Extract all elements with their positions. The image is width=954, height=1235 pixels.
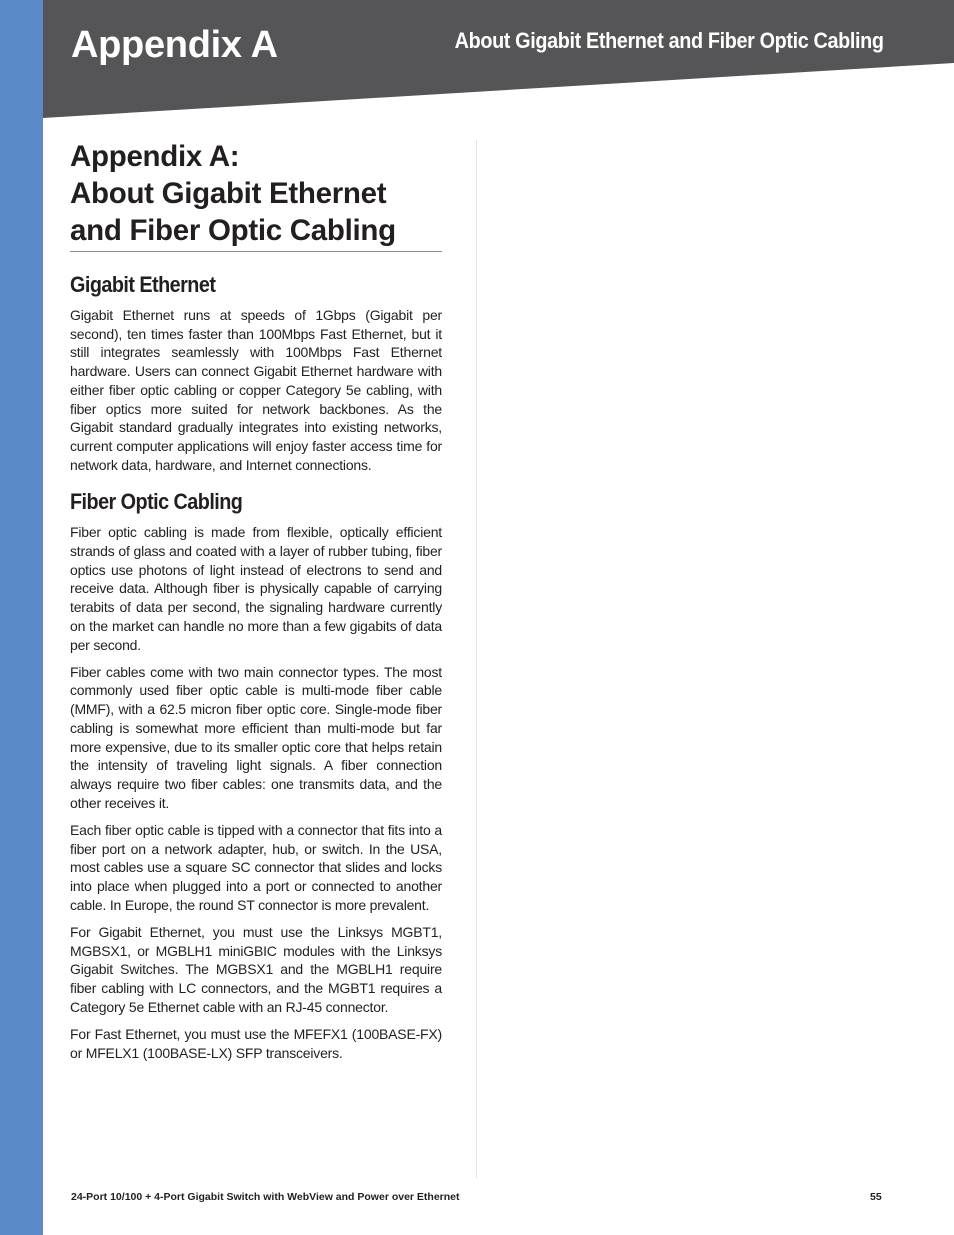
section-label: Appendix A — [71, 24, 278, 66]
paragraph: Fiber cables come with two main connector types. The most commonly used fiber optic cable is multi-mode fiber cable (MMF), with a 62.5 micron fiber optic core. Single-mode fiber cabling is somewhat more efficient than multi-mode but far more expensive, due to its smaller optic core that helps retain the intensity of traveling light signals. A fiber connection always require two fiber cables: one transmits data, and the other receives it. — [70, 663, 442, 811]
page-title-line: About Gigabit Ethernet — [70, 177, 387, 210]
section-heading-fiber-optic-cabling: Fiber Optic Cabling — [70, 489, 243, 515]
page-number: 55 — [870, 1191, 882, 1203]
footer-product-name: 24-Port 10/100 + 4-Port Gigabit Switch with WebView and Power over Ethernet — [71, 1191, 460, 1203]
page-title — [70, 138, 442, 252]
page-title-line: Appendix A: — [70, 140, 240, 173]
article — [70, 138, 442, 1071]
page-title-line: and Fiber Optic Cabling — [70, 214, 396, 247]
paragraph: Gigabit Ethernet runs at speeds of 1Gbps (Gigabit per second), ten times faster than 100Mbps Fast Ethernet, but it still integrates seamlessly with 100Mbps Fast Ethernet hardware. Users can connect Gigabit Ethernet hardware with either fiber optic cabling or copper Category 5e cabling, with fiber optics more suited for network backbones. As the Gigabit standard gradually integrates into existing networks, current computer applications will enjoy faster access time for network data, hardware, and Internet connections. — [70, 307, 442, 473]
section-heading-gigabit-ethernet: Gigabit Ethernet — [70, 272, 216, 297]
column-divider — [476, 140, 477, 1178]
left-accent-bar — [0, 0, 43, 1235]
running-title: About Gigabit Ethernet and Fiber Optic Cabling — [455, 28, 884, 53]
paragraph: For Fast Ethernet, you must use the MFEFX1 (100BASE-FX) or MFELX1 (100BASE-LX) SFP transceivers. — [70, 1025, 442, 1061]
paragraph: For Gigabit Ethernet, you must use the Linksys MGBT1, MGBSX1, or MGBLH1 miniGBIC modules with the Linksys Gigabit Switches. The MGBSX1 and the MGBLH1 require fiber cabling with LC connectors, and the MGBT1 requires a Category 5e Ethernet cable with an RJ-45 connector. — [70, 923, 442, 1015]
paragraph: Fiber optic cabling is made from flexible, optically efficient strands of glass and coated with a layer of rubber tubing, fiber optics use photons of light instead of electrons to send and receive data. Although fiber is physically capable of carrying terabits of data per second, the signaling hardware currently on the market can handle no more than a few gigabits of data per second. — [70, 524, 442, 653]
paragraph: Each fiber optic cable is tipped with a connector that fits into a fiber port on a network adapter, hub, or switch. In the USA, most cables use a square SC connector that slides and locks into place when plugged into a port or connected to another cable. In Europe, the round ST connector is more prevalent. — [70, 821, 442, 913]
